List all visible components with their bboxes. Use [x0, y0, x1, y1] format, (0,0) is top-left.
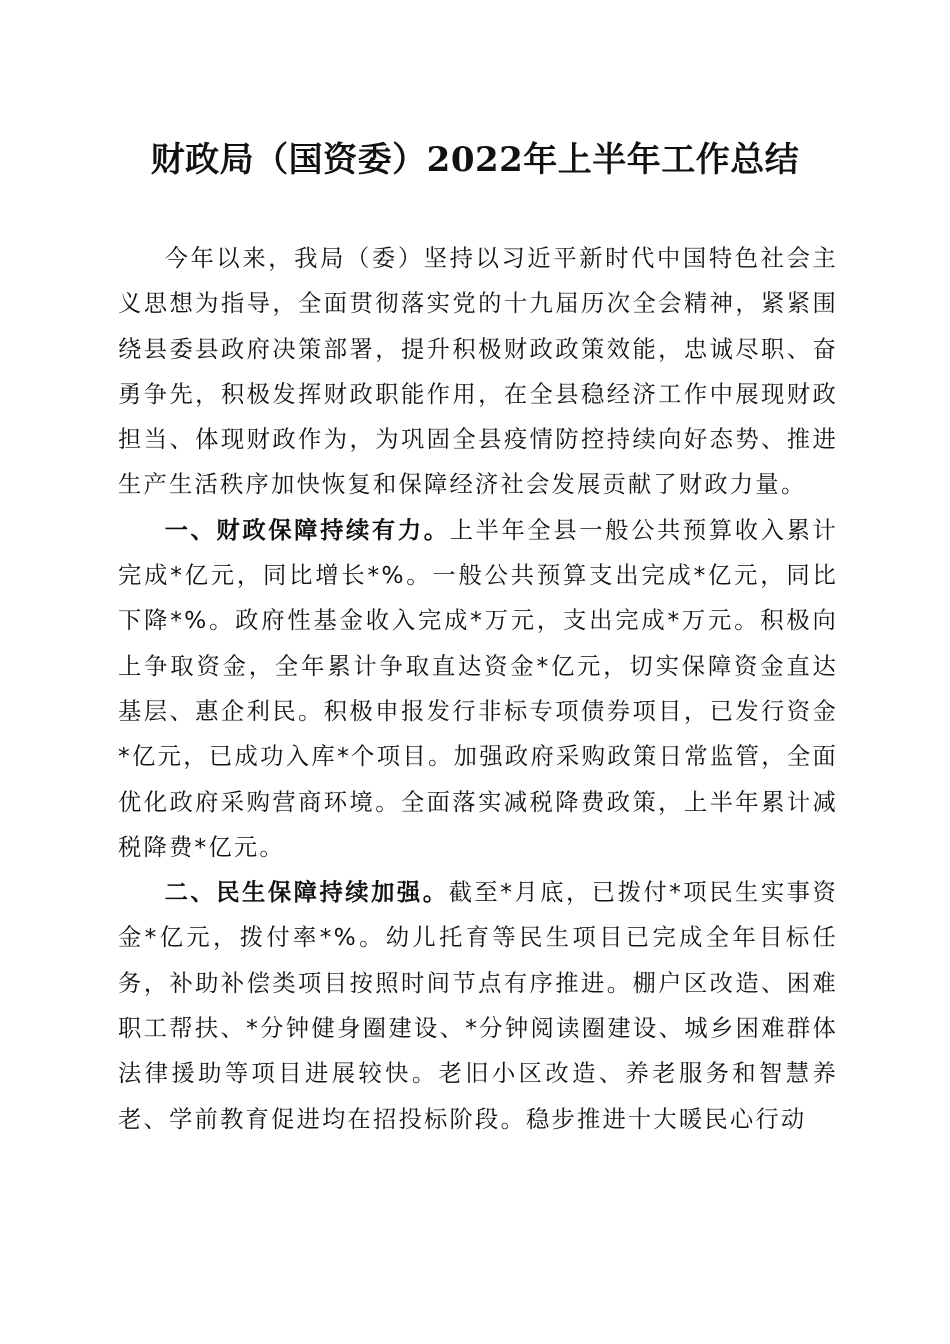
paragraph-heading: 二、民生保障持续加强。	[164, 879, 449, 907]
paragraph-heading: 一、财政保障持续有力。	[164, 516, 450, 544]
paragraph-text: 今年以来，我局（委）坚持以习近平新时代中国特色社会主义思想为指导，全面贯彻落实党的十九届历次全会精神，紧紧围绕县委县政府决策部署，提升积极财政政策效能，忠诚尽职、奋勇争先，积极发挥财政职能作用，在全县稳经济工作中展现财政担当、体现财政作为，为巩固全县疫情防控持续向好态势、推进生产生活秩序加快恢复和保障经济社会发展贡献了财政力量。	[118, 245, 838, 499]
paragraph-intro	[118, 236, 838, 508]
paragraph-fiscal-guarantee	[118, 508, 838, 870]
paragraph-text: 截至*月底，已拨付*项民生实事资金*亿元，拨付率*%。幼儿托育等民生项目已完成全年目标任务，补助补偿类项目按照时间节点有序推进。棚户区改造、困难职工帮扶、*分钟健身圈建设、*分钟阅读圈建设、城乡困难群体法律援助等项目进展较快。老旧小区改造、养老服务和智慧养老、学前教育促进均在招投标阶段。稳步推进十大暖民心行动	[118, 879, 838, 1133]
document-title: 财政局（国资委）2022年上半年工作总结	[150, 140, 800, 180]
document-body	[118, 236, 838, 1142]
paragraph-text: 上半年全县一般公共预算收入累计完成*亿元，同比增长*%。一般公共预算支出完成*亿元，同比下降*%。政府性基金收入完成*万元，支出完成*万元。积极向上争取资金，全年累计争取直达资金*亿元，切实保障资金直达基层、惠企利民。积极申报发行非标专项债券项目，已发行资金*亿元，已成功入库*个项目。加强政府采购政策日常监管，全面优化政府采购营商环境。全面落实减税降费政策，上半年累计减税降费*亿元。	[118, 516, 839, 861]
paragraph-livelihood-guarantee	[118, 870, 838, 1142]
